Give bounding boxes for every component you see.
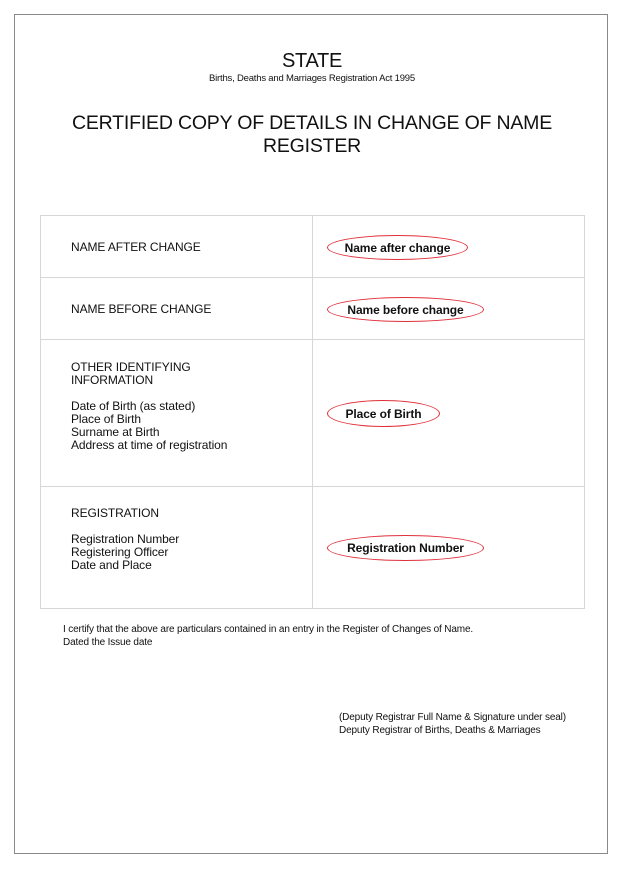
- other-info-item: Place of Birth: [71, 412, 141, 426]
- other-info-item: Date of Birth (as stated): [71, 399, 196, 413]
- registration-item: Registering Officer: [71, 545, 169, 559]
- registration-block: [71, 507, 179, 572]
- value-name-before-change: Name before change: [327, 297, 484, 322]
- other-info-item: Address at time of registration: [71, 438, 228, 452]
- signature-block: [339, 711, 566, 737]
- registration-item: Date and Place: [71, 558, 152, 572]
- table-row-registration: [41, 487, 584, 608]
- signature-line: (Deputy Registrar Full Name & Signature under seal): [339, 712, 566, 723]
- registration-item: Registration Number: [71, 532, 180, 546]
- document-title: CERTIFIED COPY OF DETAILS IN CHANGE OF NAME REGISTER: [71, 112, 553, 157]
- registration-heading: REGISTRATION: [71, 506, 159, 520]
- value-name-after-change: Name after change: [327, 235, 468, 260]
- registrar-title: Deputy Registrar of Births, Deaths & Marriages: [339, 725, 541, 736]
- table-row-other-info: [41, 340, 584, 487]
- label-name-before-change: NAME BEFORE CHANGE: [71, 302, 212, 316]
- other-info-heading-line2: INFORMATION: [71, 373, 154, 387]
- state-heading: STATE: [282, 50, 342, 72]
- certification-statement: [63, 623, 473, 649]
- value-place-of-birth: Place of Birth: [327, 400, 440, 427]
- table-row-name-after: [41, 216, 584, 278]
- dated-line: Dated the Issue date: [63, 637, 153, 648]
- other-info-block: [71, 361, 227, 452]
- other-info-heading-line1: OTHER IDENTIFYING: [71, 360, 191, 374]
- other-info-item: Surname at Birth: [71, 425, 160, 439]
- details-table: [40, 215, 585, 609]
- table-row-name-before: [41, 278, 584, 340]
- value-registration-number: Registration Number: [327, 535, 484, 561]
- act-subtitle: Births, Deaths and Marriages Registration Act 1995: [209, 73, 415, 84]
- certification-line: I certify that the above are particulars contained in an entry in the Register of Changes of Name.: [63, 624, 473, 635]
- label-name-after-change: NAME AFTER CHANGE: [71, 240, 201, 254]
